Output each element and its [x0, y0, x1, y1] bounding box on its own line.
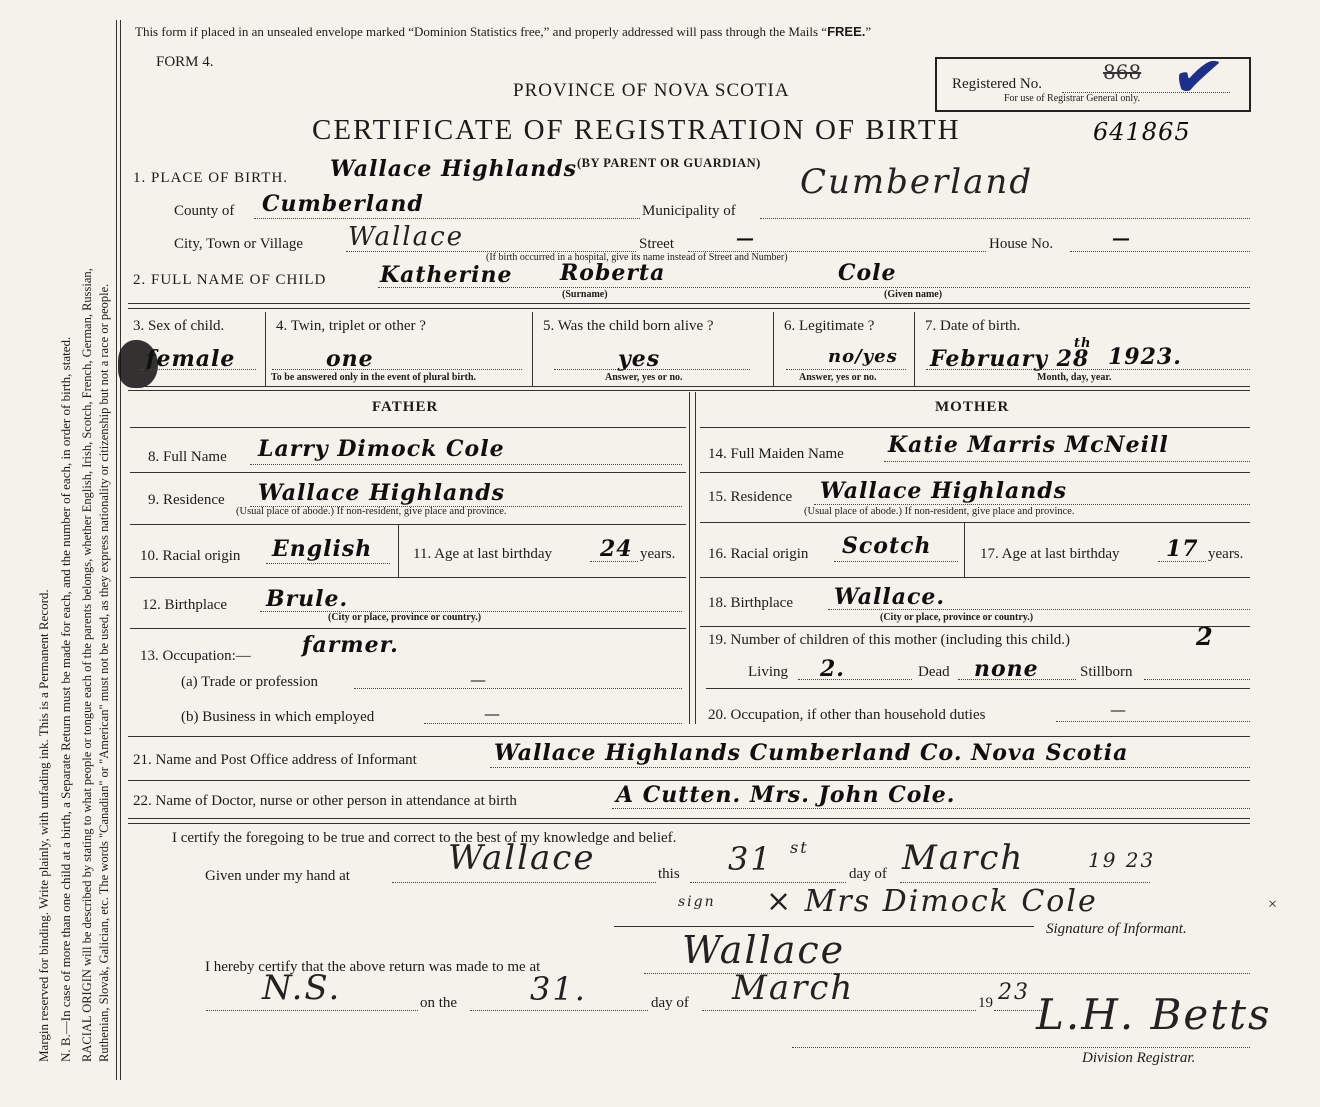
dob-dots [926, 369, 1250, 370]
street-label: Street [639, 236, 674, 252]
this-label: this [658, 866, 680, 882]
mother-dead-dots [958, 679, 1076, 680]
place-of-birth-label: 1. PLACE OF BIRTH. [133, 170, 289, 186]
mother-name-label: 14. Full Maiden Name [708, 446, 844, 462]
margin-note-nb: N. B.—In case of more than one child at a birth, a Separate Return must be made for each, and the number of each, in order of birth, stated. [58, 336, 73, 1062]
divider-sex [265, 312, 266, 386]
check-mark-icon: ✔ [1167, 36, 1229, 117]
father-age-label: 11. Age at last birthday [413, 546, 552, 562]
father-trade-value: — [470, 670, 487, 689]
mother-racial-dots [834, 561, 958, 562]
father-years-label: years. [640, 546, 676, 562]
father-occupation-value: farmer. [302, 632, 399, 658]
margin-note-words: Ruthenian, Slovak, Galician, etc. The words "Canadian" or "American" must not be used, as they express nationality or citizenship but not a race or people. [97, 283, 111, 1062]
doctor-label: 22. Name of Doctor, nurse or other person in attendance at birth [133, 793, 517, 809]
dob-year: 1923. [1108, 344, 1182, 370]
born-alive-label: 5. Was the child born alive ? [543, 318, 714, 334]
father-residence-label: 9. Residence [148, 492, 225, 508]
signature-line [614, 926, 1034, 927]
mother-heading-rule [700, 427, 1250, 428]
mother-occupation-label: 20. Occupation, if other than household duties [708, 707, 986, 723]
informant-value: Wallace Highlands Cumberland Co. Nova Scotia [494, 740, 1129, 766]
margin-rule-2 [120, 20, 121, 1080]
house-number-label: House No. [989, 236, 1054, 252]
father-racial-rule [130, 577, 686, 578]
born-alive-dots [554, 369, 750, 370]
rule-row3-2 [128, 390, 1250, 391]
child-name-label: 2. FULL NAME OF CHILD [133, 272, 327, 288]
mother-racial-label: 16. Racial origin [708, 546, 809, 562]
form-number: FORM 4. [156, 54, 214, 70]
house-number-dots [1070, 251, 1250, 252]
county-value: Cumberland [262, 191, 424, 217]
mother-birthplace-value: Wallace. [834, 584, 946, 610]
registrar-certify-text: I hereby certify that the above return was made to me at [205, 959, 541, 975]
given-under-label: Given under my hand at [205, 868, 350, 884]
father-heading-rule [130, 427, 686, 428]
father-birthplace-rule [130, 628, 686, 629]
signed-note: sign [678, 894, 716, 910]
child-middle-name: Roberta [560, 260, 666, 286]
doctor-value: A Cutten. Mrs. John Cole. [616, 782, 956, 808]
rule-row3-1 [128, 386, 1250, 387]
informant-signature: × Mrs Dimock Cole [766, 884, 1098, 919]
certificate-number: 641865 [1093, 118, 1191, 146]
mother-birthplace-label: 18. Birthplace [708, 595, 793, 611]
father-business-label: (b) Business in which employed [181, 709, 375, 725]
father-heading: FATHER [372, 399, 439, 415]
rule-top-1 [128, 303, 1250, 304]
sex-label: 3. Sex of child. [133, 318, 225, 334]
mother-racial-value: Scotch [842, 533, 932, 559]
mother-birthplace-note: (City or place, province or country.) [880, 612, 1034, 623]
mother-dead-label: Dead [918, 664, 950, 680]
father-residence-rule [130, 524, 686, 525]
father-name-label: 8. Full Name [148, 449, 227, 465]
father-racial-dots [266, 563, 390, 564]
registrar-province-dots [206, 1010, 418, 1011]
county-dots [254, 218, 640, 219]
month-dots [900, 882, 1150, 883]
dob-label: 7. Date of birth. [925, 318, 1021, 334]
divider-twin [532, 312, 533, 386]
father-racial-label: 10. Racial origin [140, 548, 241, 564]
doctor-dots [612, 808, 1250, 809]
sex-value: female [146, 346, 236, 372]
registrar-signature-dots [792, 1047, 1250, 1048]
mother-name-value: Katie Marris McNeill [888, 432, 1169, 458]
dob-value: February 28 [930, 346, 1090, 372]
surname-note: (Surname) [562, 289, 608, 300]
mother-dead-value: none [974, 656, 1039, 682]
child-first-name: Katherine [380, 262, 513, 288]
registrar-day-of-label: day of [651, 995, 689, 1011]
informant-label: 21. Name and Post Office address of Informant [133, 752, 417, 768]
mother-children-rule [706, 688, 1250, 689]
hospital-note: (If birth occurred in a hospital, give its name instead of Street and Number) [486, 252, 788, 263]
father-trade-dots [354, 688, 682, 689]
child-name-dots [378, 287, 1250, 288]
mother-racial-divider [964, 523, 965, 577]
father-business-dots [424, 723, 682, 724]
given-place-value: Wallace [448, 838, 596, 878]
legitimate-label: 6. Legitimate ? [784, 318, 875, 334]
mother-living-label: Living [748, 664, 788, 680]
given-name-note: (Given name) [884, 289, 943, 300]
father-trade-label: (a) Trade or profession [181, 674, 319, 690]
mother-residence-dots [814, 504, 1250, 505]
father-residence-value: Wallace Highlands [258, 480, 505, 506]
city-value: Wallace [348, 222, 465, 252]
margin-note-racial: RACIAL ORIGIN will be described by stating to what people or tongue each of the parents belongs, whether English, Irish, Scotch, French, German, Russian, [80, 268, 94, 1062]
registrar-month-dots [702, 1010, 976, 1011]
father-age-value: 24 [600, 536, 633, 562]
mother-age-label: 17. Age at last birthday [980, 546, 1120, 562]
day-suffix: st [790, 838, 809, 857]
informant-dots [490, 767, 1250, 768]
father-racial-divider [398, 525, 399, 577]
mother-residence-value: Wallace Highlands [820, 478, 1067, 504]
sex-dots [140, 369, 256, 370]
month-value: March [902, 838, 1025, 878]
registrar-signature: L.H. Betts [1036, 990, 1272, 1039]
divider-alive [773, 312, 774, 386]
registrar-label: Division Registrar. [1082, 1050, 1196, 1066]
signature-label: Signature of Informant. [1046, 921, 1187, 937]
registered-value: 868 [1103, 60, 1142, 84]
parent-divider-2 [695, 392, 696, 724]
margin-rule [116, 20, 117, 1080]
child-last-name: Cole [838, 260, 897, 286]
mother-years-label: years. [1208, 546, 1244, 562]
mother-children-value: 2 [1196, 622, 1214, 651]
certificate-title: CERTIFICATE OF REGISTRATION OF BIRTH [312, 114, 961, 146]
day-value: 31 [728, 840, 773, 878]
legitimate-value: no/yes [828, 346, 898, 367]
mother-residence-rule [700, 522, 1250, 523]
year-value: 19 23 [1088, 848, 1156, 872]
father-occupation-label: 13. Occupation:— [140, 648, 251, 664]
legitimate-note: Answer, yes or no. [799, 372, 877, 383]
municipality-dots [760, 218, 1250, 219]
county-label: County of [174, 203, 235, 219]
mark-x-icon: × [1268, 896, 1278, 913]
house-number-value: — [1112, 228, 1131, 249]
father-name-dots [250, 464, 682, 465]
registered-label: Registered No. [952, 76, 1042, 92]
mother-abode-note: (Usual place of abode.) If non-resident, give place and province. [804, 506, 1075, 517]
mail-notice: This form if placed in an unsealed envelope marked “Dominion Statistics free,” and properly addressed will pass through the Mails “FREE.” [135, 24, 872, 39]
mother-stillborn-dots [1144, 679, 1250, 680]
rule-doctor-2 [128, 823, 1250, 824]
mother-birthplace-rule [700, 626, 1250, 627]
registrar-note: For use of Registrar General only. [1004, 93, 1140, 104]
registrar-month-value: March [732, 968, 855, 1008]
by-parent-note: (BY PARENT OR GUARDIAN) [577, 156, 761, 170]
mother-birthplace-dots [828, 609, 1250, 610]
father-name-value: Larry Dimock Cole [258, 436, 505, 462]
mother-heading: MOTHER [935, 399, 1010, 415]
mother-occupation-value: — [1110, 700, 1127, 719]
mother-living-value: 2. [820, 656, 845, 682]
mother-residence-label: 15. Residence [708, 489, 793, 505]
day-of-label: day of [849, 866, 887, 882]
registrar-year-value: 23 [998, 980, 1030, 1005]
mother-occupation-dots [1056, 721, 1250, 722]
mother-stillborn-label: Stillborn [1080, 664, 1133, 680]
father-birthplace-note: (City or place, province or country.) [328, 612, 482, 623]
father-age-dots [590, 561, 638, 562]
mother-racial-rule [700, 577, 1250, 578]
mother-name-dots [884, 461, 1250, 462]
legitimate-dots [786, 369, 906, 370]
mother-name-rule [700, 472, 1250, 473]
day-dots [690, 882, 846, 883]
registrar-province-value: N.S. [262, 968, 342, 1008]
dob-suffix: th [1074, 336, 1092, 351]
rule-top-2 [128, 308, 1250, 309]
father-abode-note: (Usual place of abode.) If non-resident, give place and province. [236, 506, 507, 517]
parent-divider-1 [689, 392, 690, 724]
twin-dots [272, 369, 522, 370]
registrar-day-value: 31. [530, 970, 587, 1008]
father-name-rule [130, 472, 686, 473]
mother-children-label: 19. Number of children of this mother (including this child.) [708, 632, 1071, 648]
city-label: City, Town or Village [174, 236, 304, 252]
twin-note: To be answered only in the event of plural birth. [271, 372, 477, 383]
street-value: — [736, 228, 755, 249]
rule-informant-top [128, 736, 1250, 737]
place-of-birth-value: Wallace Highlands [330, 156, 577, 182]
mother-age-value: 17 [1166, 536, 1199, 562]
twin-value: one [326, 346, 374, 372]
given-place-dots [392, 882, 656, 883]
municipality-label: Municipality of [642, 203, 736, 219]
mother-living-dots [798, 679, 912, 680]
municipality-value: Cumberland [800, 162, 1034, 202]
father-birthplace-value: Brule. [266, 586, 349, 612]
father-birthplace-label: 12. Birthplace [142, 597, 227, 613]
registrar-place-value: Wallace [682, 928, 846, 972]
registrar-day-dots [470, 1010, 648, 1011]
born-alive-value: yes [618, 346, 661, 372]
born-alive-note: Answer, yes or no. [605, 372, 683, 383]
rule-informant-bottom [128, 780, 1250, 781]
twin-label: 4. Twin, triplet or other ? [276, 318, 426, 334]
rule-doctor-1 [128, 818, 1250, 819]
dob-note: Month, day, year. [1037, 372, 1112, 383]
father-business-value: — [484, 704, 501, 723]
father-racial-value: English [272, 536, 373, 562]
certify-text: I certify the foregoing to be true and correct to the best of my knowledge and belief. [172, 830, 677, 846]
registrar-year-prefix: 19 [978, 995, 993, 1011]
on-the-label: on the [420, 995, 458, 1011]
divider-legit [914, 312, 915, 386]
mother-age-dots [1158, 561, 1206, 562]
province-title: PROVINCE OF NOVA SCOTIA [513, 80, 790, 101]
margin-note-binding: Margin reserved for binding. Write plainly, with unfading ink. This is a Permanent Record. [36, 589, 51, 1062]
